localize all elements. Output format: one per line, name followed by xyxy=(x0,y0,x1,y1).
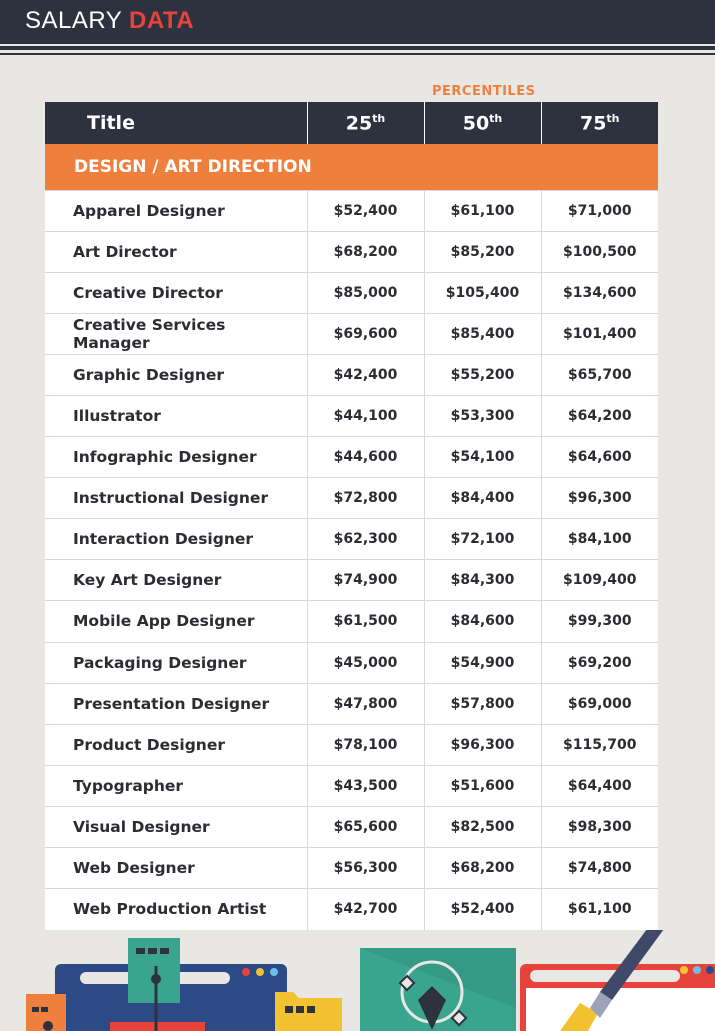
table-row xyxy=(45,724,658,765)
salary-25th-cell: $61,500 xyxy=(307,601,424,642)
salary-25th-cell: $47,800 xyxy=(307,683,424,724)
table-row xyxy=(45,478,658,519)
job-title-cell: Mobile App Designer xyxy=(45,601,307,642)
category-row xyxy=(45,144,658,190)
job-title-cell: Product Designer xyxy=(45,724,307,765)
salary-25th-cell: $78,100 xyxy=(307,724,424,765)
salary-25th-cell: $43,500 xyxy=(307,765,424,806)
salary-50th-cell: $84,600 xyxy=(424,601,541,642)
salary-50th-cell: $57,800 xyxy=(424,683,541,724)
page-title xyxy=(25,7,194,35)
salary-75th-cell: $96,300 xyxy=(541,478,658,519)
salary-25th-cell: $42,400 xyxy=(307,354,424,395)
salary-50th-cell: $72,100 xyxy=(424,519,541,560)
orange-card-icon xyxy=(26,994,66,1031)
salary-75th-cell: $74,800 xyxy=(541,848,658,889)
col-header-75th: 75th xyxy=(541,102,658,144)
salary-50th-cell: $51,600 xyxy=(424,765,541,806)
salary-50th-cell: $82,500 xyxy=(424,806,541,847)
table-row xyxy=(45,190,658,231)
job-title-cell: Art Director xyxy=(45,231,307,272)
percentiles-label: PERCENTILES xyxy=(432,84,536,99)
col-header-title: Title xyxy=(45,102,307,144)
salary-50th-cell: $54,900 xyxy=(424,642,541,683)
table-row xyxy=(45,683,658,724)
salary-75th-cell: $69,000 xyxy=(541,683,658,724)
table-row xyxy=(45,313,658,354)
job-title-cell: Instructional Designer xyxy=(45,478,307,519)
decorative-illustration xyxy=(0,930,715,1031)
table-row xyxy=(45,519,658,560)
salary-75th-cell: $134,600 xyxy=(541,272,658,313)
salary-75th-cell: $101,400 xyxy=(541,313,658,354)
salary-75th-cell: $64,400 xyxy=(541,765,658,806)
job-title-cell: Creative Director xyxy=(45,272,307,313)
salary-75th-cell: $98,300 xyxy=(541,806,658,847)
salary-25th-cell: $42,700 xyxy=(307,889,424,930)
salary-25th-cell: $85,000 xyxy=(307,272,424,313)
job-title-cell: Illustrator xyxy=(45,395,307,436)
salary-75th-cell: $99,300 xyxy=(541,601,658,642)
salary-75th-cell: $64,200 xyxy=(541,395,658,436)
job-title-cell: Key Art Designer xyxy=(45,560,307,601)
yellow-folder-icon xyxy=(275,992,342,1031)
col-header-25th: 25th xyxy=(307,102,424,144)
job-title-cell: Typographer xyxy=(45,765,307,806)
salary-50th-cell: $68,200 xyxy=(424,848,541,889)
job-title-cell: Visual Designer xyxy=(45,806,307,847)
salary-75th-cell: $64,600 xyxy=(541,437,658,478)
table-header xyxy=(45,102,658,144)
header-rule xyxy=(0,46,715,50)
salary-75th-cell: $71,000 xyxy=(541,190,658,231)
job-title-cell: Web Production Artist xyxy=(45,889,307,930)
table-row xyxy=(45,354,658,395)
salary-25th-cell: $68,200 xyxy=(307,231,424,272)
salary-75th-cell: $109,400 xyxy=(541,560,658,601)
table-row xyxy=(45,601,658,642)
salary-50th-cell: $55,200 xyxy=(424,354,541,395)
salary-75th-cell: $100,500 xyxy=(541,231,658,272)
salary-25th-cell: $72,800 xyxy=(307,478,424,519)
salary-75th-cell: $65,700 xyxy=(541,354,658,395)
salary-25th-cell: $56,300 xyxy=(307,848,424,889)
table-row xyxy=(45,395,658,436)
job-title-cell: Web Designer xyxy=(45,848,307,889)
salary-50th-cell: $53,300 xyxy=(424,395,541,436)
job-title-cell: Apparel Designer xyxy=(45,190,307,231)
salary-table xyxy=(45,102,658,930)
job-title-cell: Graphic Designer xyxy=(45,354,307,395)
salary-25th-cell: $44,100 xyxy=(307,395,424,436)
table-row xyxy=(45,806,658,847)
salary-50th-cell: $96,300 xyxy=(424,724,541,765)
table-row xyxy=(45,231,658,272)
salary-50th-cell: $84,400 xyxy=(424,478,541,519)
salary-50th-cell: $52,400 xyxy=(424,889,541,930)
header-rule-thin xyxy=(0,53,715,55)
salary-25th-cell: $65,600 xyxy=(307,806,424,847)
table-row xyxy=(45,889,658,930)
title-light: SALARY xyxy=(25,7,122,34)
salary-50th-cell: $85,400 xyxy=(424,313,541,354)
salary-50th-cell: $54,100 xyxy=(424,437,541,478)
category-label: DESIGN / ART DIRECTION xyxy=(45,144,658,190)
salary-75th-cell: $61,100 xyxy=(541,889,658,930)
salary-50th-cell: $85,200 xyxy=(424,231,541,272)
table-row xyxy=(45,272,658,313)
salary-25th-cell: $52,400 xyxy=(307,190,424,231)
salary-25th-cell: $44,600 xyxy=(307,437,424,478)
job-title-cell: Interaction Designer xyxy=(45,519,307,560)
salary-75th-cell: $84,100 xyxy=(541,519,658,560)
table-row xyxy=(45,642,658,683)
salary-25th-cell: $45,000 xyxy=(307,642,424,683)
table-row xyxy=(45,765,658,806)
salary-50th-cell: $61,100 xyxy=(424,190,541,231)
salary-50th-cell: $84,300 xyxy=(424,560,541,601)
job-title-cell: Creative Services Manager xyxy=(45,313,307,354)
col-header-50th: 50th xyxy=(424,102,541,144)
table-row xyxy=(45,560,658,601)
title-bold: DATA xyxy=(129,7,195,34)
salary-50th-cell: $105,400 xyxy=(424,272,541,313)
salary-75th-cell: $69,200 xyxy=(541,642,658,683)
salary-75th-cell: $115,700 xyxy=(541,724,658,765)
salary-25th-cell: $74,900 xyxy=(307,560,424,601)
job-title-cell: Packaging Designer xyxy=(45,642,307,683)
job-title-cell: Infographic Designer xyxy=(45,437,307,478)
salary-25th-cell: $69,600 xyxy=(307,313,424,354)
pen-tool-icon xyxy=(360,948,516,1031)
table-row xyxy=(45,848,658,889)
table-row xyxy=(45,437,658,478)
salary-25th-cell: $62,300 xyxy=(307,519,424,560)
job-title-cell: Presentation Designer xyxy=(45,683,307,724)
header-bar xyxy=(0,0,715,44)
